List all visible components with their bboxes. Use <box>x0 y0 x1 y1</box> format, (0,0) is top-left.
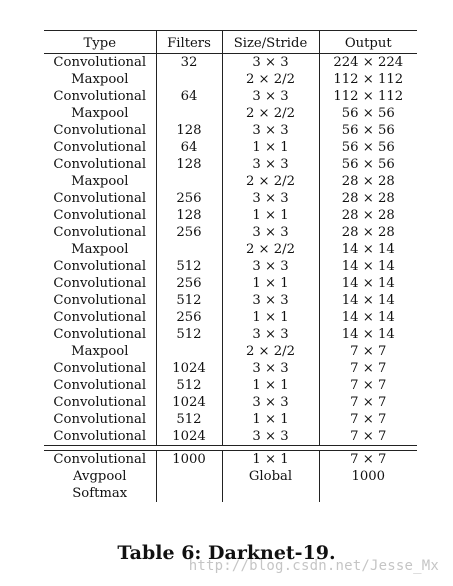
table-row <box>44 173 417 190</box>
cell-type: Convolutional <box>53 208 147 223</box>
cell-type: Avgpool <box>73 469 127 484</box>
cell-filters: 1024 <box>156 360 222 377</box>
table-row <box>44 451 417 469</box>
cell-type: Convolutional <box>53 191 147 206</box>
table-row <box>44 292 417 309</box>
cell-type: Convolutional <box>53 327 147 342</box>
table-row <box>44 139 417 156</box>
table-caption: Table 6: Darknet-19. <box>117 542 336 564</box>
cell-size: 1 × 1 <box>222 377 319 394</box>
cell-filters: 32 <box>156 54 222 72</box>
table-row <box>44 377 417 394</box>
cell-output: 7 × 7 <box>319 411 417 428</box>
table-classifier-body <box>44 446 417 503</box>
cell-size: 3 × 3 <box>222 156 319 173</box>
cell-filters: 512 <box>156 411 222 428</box>
table-row <box>44 88 417 105</box>
header-output: Output <box>319 31 417 54</box>
table-row <box>44 326 417 343</box>
cell-type: Convolutional <box>53 55 147 70</box>
cell-output: 1000 <box>319 468 417 485</box>
table-row <box>44 360 417 377</box>
cell-filters: 1024 <box>156 428 222 446</box>
cell-size: 3 × 3 <box>222 54 319 72</box>
cell-type: Maxpool <box>71 174 129 189</box>
cell-output: 112 × 112 <box>319 88 417 105</box>
table-row <box>44 190 417 207</box>
cell-filters: 128 <box>156 207 222 224</box>
table-body <box>44 54 417 446</box>
cell-size: 2 × 2/2 <box>222 241 319 258</box>
cell-size: 1 × 1 <box>222 275 319 292</box>
table-row <box>44 54 417 72</box>
table-row <box>44 122 417 139</box>
cell-filters: 1024 <box>156 394 222 411</box>
table-row <box>44 428 417 446</box>
cell-size: 1 × 1 <box>222 309 319 326</box>
cell-filters <box>156 105 222 122</box>
cell-filters: 128 <box>156 122 222 139</box>
cell-size: 3 × 3 <box>222 394 319 411</box>
cell-size: 3 × 3 <box>222 224 319 241</box>
cell-filters: 256 <box>156 275 222 292</box>
header-type: Type <box>83 35 116 51</box>
cell-filters: 64 <box>156 88 222 105</box>
cell-type: Convolutional <box>53 412 147 427</box>
cell-size: 1 × 1 <box>222 139 319 156</box>
cell-filters: 512 <box>156 292 222 309</box>
cell-filters: 256 <box>156 309 222 326</box>
table-row <box>44 105 417 122</box>
cell-type: Convolutional <box>53 310 147 325</box>
cell-output: 28 × 28 <box>319 207 417 224</box>
table-row <box>44 71 417 88</box>
table-row <box>44 275 417 292</box>
cell-type: Maxpool <box>71 106 129 121</box>
cell-type: Convolutional <box>53 140 147 155</box>
cell-filters: 512 <box>156 377 222 394</box>
cell-output: 14 × 14 <box>319 275 417 292</box>
cell-output: 14 × 14 <box>319 309 417 326</box>
cell-filters: 64 <box>156 139 222 156</box>
cell-type: Convolutional <box>53 452 147 467</box>
cell-output: 14 × 14 <box>319 326 417 343</box>
cell-size: 3 × 3 <box>222 292 319 309</box>
cell-output: 7 × 7 <box>319 428 417 446</box>
cell-type: Convolutional <box>53 123 147 138</box>
cell-output: 56 × 56 <box>319 139 417 156</box>
cell-size: 3 × 3 <box>222 88 319 105</box>
cell-filters: 256 <box>156 224 222 241</box>
cell-type: Convolutional <box>53 89 147 104</box>
cell-output <box>319 485 417 502</box>
cell-output: 112 × 112 <box>319 71 417 88</box>
cell-output: 224 × 224 <box>319 54 417 72</box>
table-row <box>44 241 417 258</box>
cell-output: 7 × 7 <box>319 343 417 360</box>
cell-filters: 256 <box>156 190 222 207</box>
cell-size: 3 × 3 <box>222 360 319 377</box>
table-row <box>44 156 417 173</box>
cell-type: Convolutional <box>53 361 147 376</box>
cell-filters <box>156 173 222 190</box>
watermark-text: http://blog.csdn.net/Jesse_Mx <box>188 558 439 574</box>
table-header-row <box>44 31 417 54</box>
cell-size: 3 × 3 <box>222 190 319 207</box>
table-row <box>44 224 417 241</box>
cell-type: Softmax <box>72 486 128 501</box>
table-row <box>44 343 417 360</box>
cell-size: 2 × 2/2 <box>222 343 319 360</box>
cell-size: 3 × 3 <box>222 428 319 446</box>
table-container <box>44 30 417 502</box>
cell-size: 2 × 2/2 <box>222 173 319 190</box>
cell-filters <box>156 241 222 258</box>
cell-output: 7 × 7 <box>319 360 417 377</box>
cell-output: 28 × 28 <box>319 190 417 207</box>
cell-type: Maxpool <box>71 344 129 359</box>
cell-type: Convolutional <box>53 259 147 274</box>
table-row <box>44 394 417 411</box>
header-size-stride: Size/Stride <box>222 31 319 54</box>
table-row <box>44 411 417 428</box>
cell-size: 3 × 3 <box>222 326 319 343</box>
cell-size: Global <box>222 468 319 485</box>
cell-size <box>222 485 319 502</box>
cell-type: Convolutional <box>53 276 147 291</box>
cell-type: Convolutional <box>53 429 147 444</box>
cell-type: Maxpool <box>71 72 129 87</box>
cell-filters <box>156 71 222 88</box>
cell-output: 7 × 7 <box>319 377 417 394</box>
cell-output: 56 × 56 <box>319 122 417 139</box>
cell-size: 1 × 1 <box>222 411 319 428</box>
cell-size: 3 × 3 <box>222 122 319 139</box>
cell-size: 1 × 1 <box>222 207 319 224</box>
cell-filters: 512 <box>156 326 222 343</box>
header-filters: Filters <box>156 31 222 54</box>
cell-filters: 1000 <box>156 451 222 469</box>
cell-filters <box>156 485 222 502</box>
table-row <box>44 468 417 485</box>
table-row <box>44 207 417 224</box>
cell-type: Convolutional <box>53 378 147 393</box>
cell-output: 14 × 14 <box>319 258 417 275</box>
table-row <box>44 485 417 502</box>
cell-size: 1 × 1 <box>222 451 319 469</box>
cell-size: 2 × 2/2 <box>222 71 319 88</box>
cell-type: Convolutional <box>53 293 147 308</box>
cell-filters <box>156 343 222 360</box>
darknet-19-table <box>44 30 417 502</box>
cell-output: 7 × 7 <box>319 394 417 411</box>
table-row <box>44 309 417 326</box>
cell-output: 28 × 28 <box>319 224 417 241</box>
cell-output: 14 × 14 <box>319 241 417 258</box>
cell-output: 14 × 14 <box>319 292 417 309</box>
cell-filters: 128 <box>156 156 222 173</box>
cell-type: Convolutional <box>53 225 147 240</box>
table-row <box>44 258 417 275</box>
cell-filters: 512 <box>156 258 222 275</box>
cell-type: Convolutional <box>53 395 147 410</box>
cell-output: 28 × 28 <box>319 173 417 190</box>
cell-size: 3 × 3 <box>222 258 319 275</box>
cell-size: 2 × 2/2 <box>222 105 319 122</box>
cell-type: Maxpool <box>71 242 129 257</box>
cell-output: 7 × 7 <box>319 451 417 469</box>
cell-type: Convolutional <box>53 157 147 172</box>
cell-filters <box>156 468 222 485</box>
cell-output: 56 × 56 <box>319 156 417 173</box>
cell-output: 56 × 56 <box>319 105 417 122</box>
